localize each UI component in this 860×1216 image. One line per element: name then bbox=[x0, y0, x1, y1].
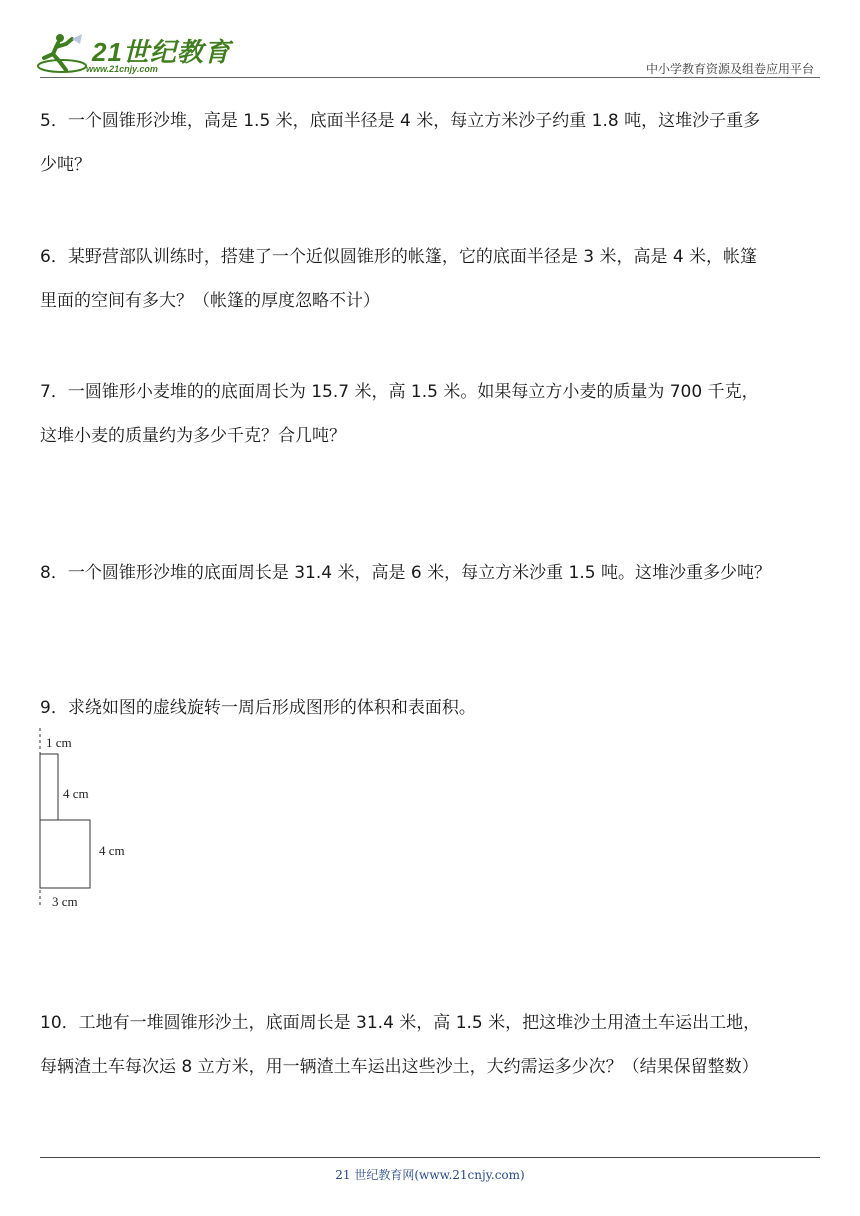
logo-url: www.21cnjy.com bbox=[86, 64, 158, 74]
platform-name: 中小学教育资源及组卷应用平台 bbox=[645, 62, 814, 76]
question-line: 7．一圆锥形小麦堆的的底面周长为 15.7 米，高 1.5 米。如果每立方小麦的质量为 700 千克， bbox=[40, 382, 759, 402]
question-line: 里面的空间有多大？（帐篷的厚度忽略不计） bbox=[40, 291, 380, 311]
question-line: 这堆小麦的质量约为多少千克？合几吨？ bbox=[40, 426, 346, 446]
question-line: 9．求绕如图的虚线旋转一周后形成图形的体积和表面积。 bbox=[40, 698, 476, 718]
question-line: 5．一个圆锥形沙堆，高是 1.5 米，底面半径是 4 米，每立方米沙子约重 1.8 吨，这堆沙子重多 bbox=[40, 111, 761, 131]
logo bbox=[36, 30, 231, 78]
question-line: 8．一个圆锥形沙堆的底面周长是 31.4 米，高是 6 米，每立方米沙重 1.5 吨。这堆沙重多少吨？ bbox=[40, 563, 771, 583]
question-line: 少吨？ bbox=[40, 155, 91, 175]
footer-divider bbox=[40, 1157, 820, 1158]
question-7 bbox=[40, 370, 830, 458]
logo-text: 21世纪教育 bbox=[92, 37, 231, 67]
label-bottom-height: 4 cm bbox=[99, 843, 125, 858]
rotation-figure bbox=[30, 728, 200, 918]
question-5 bbox=[40, 99, 830, 187]
question-line: 10．工地有一堆圆锥形沙土，底面周长是 31.4 米，高 1.5 米，把这堆沙土用渣土车运出工地， bbox=[40, 1013, 761, 1033]
rotation-diagram bbox=[30, 728, 200, 918]
label-top-height: 4 cm bbox=[63, 786, 89, 801]
question-10 bbox=[40, 1001, 830, 1089]
label-bottom-width: 3 cm bbox=[52, 894, 78, 909]
question-line: 每辆渣土车每次运 8 立方米，用一辆渣土车运出这些沙土，大约需运多少次？（结果保留整数） bbox=[40, 1057, 759, 1077]
header-divider bbox=[40, 77, 820, 78]
page-header bbox=[0, 0, 860, 80]
footer-text: 21 世纪教育网(www.21cnjy.com) bbox=[335, 1168, 525, 1182]
question-8 bbox=[40, 551, 830, 595]
question-6 bbox=[40, 235, 830, 323]
label-top-width: 1 cm bbox=[46, 735, 72, 750]
question-9 bbox=[40, 686, 830, 730]
question-line: 6．某野营部队训练时，搭建了一个近似圆锥形的帐篷，它的底面半径是 3 米，高是 4 米，帐篷 bbox=[40, 247, 758, 267]
